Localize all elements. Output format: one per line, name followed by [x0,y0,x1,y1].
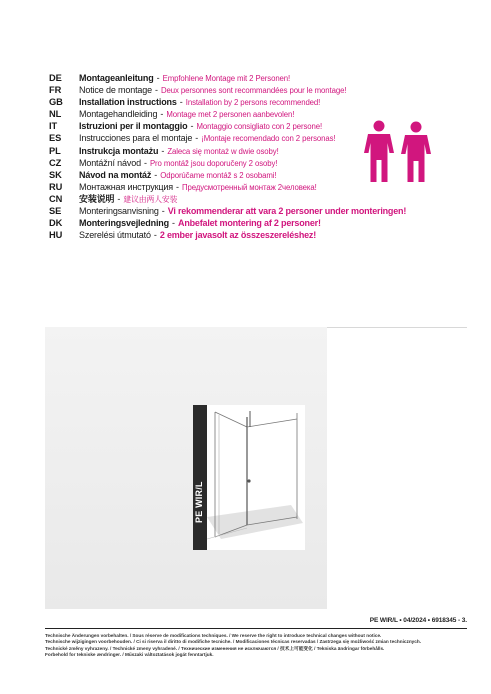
separator: - [154,169,158,180]
language-code: ES [49,133,62,144]
language-code: DK [49,218,63,229]
language-row-nl [49,108,379,120]
disclaimer-line: Technische Änderungen vorbehalten. / Sous réserve de modifications techniques. / We reserve the right to introduce technical changes without notice. [45,633,382,638]
disclaimer-line: Technické změny vyhrazeny. / Technické zmeny vyhradené. / Технические изменения не исключаются / 技术上可能变化 / Tekniska ändringar förbehålls. [45,645,385,651]
language-row-sk [49,169,379,181]
language-code: HU [49,230,63,241]
language-row-es [49,132,379,144]
document-reference: PE WIR/L • 04/2024 • 6918345 - 3. [369,617,467,624]
manual-title: Návod na montáž [79,169,152,180]
shower-enclosure-drawing [193,405,305,550]
language-row-ru [49,181,379,193]
language-row-de [49,72,379,84]
language-row-cz [49,157,379,169]
installation-note: Vi rekommenderar att vara 2 personer under monteringen! [167,206,407,217]
language-row-se [49,205,407,217]
manual-title: Monteringsanvisning [79,206,159,217]
language-code: CN [49,193,63,204]
language-code: RU [49,181,63,192]
manual-title: Montageanleitung [79,73,154,83]
manual-title: Szerelési útmutató [79,230,151,241]
installation-note: Montage met 2 personen aanbevolen! [166,110,295,120]
manual-title: Montážní návod [79,157,141,168]
separator: - [179,97,183,108]
separator: - [155,85,158,96]
manual-title: Montagehandleiding [79,109,158,120]
language-row-hu [49,229,379,241]
language-code: GB [49,97,63,108]
language-code: PL [49,145,61,156]
installation-note: Montaggio consigliato con 2 persone! [196,122,323,132]
separator: - [190,121,194,132]
language-code: DE [49,73,62,83]
separator: - [161,145,165,156]
separator: - [156,73,160,83]
language-code: SE [49,206,62,217]
two-persons-icon [361,120,436,182]
product-code-label: PE WIR/L [194,481,204,523]
installation-note: Pro montáž jsou doporučeny 2 osoby! [149,158,278,168]
language-row-it [49,120,379,132]
separator: - [195,133,199,144]
installation-note: Odporúčame montáž s 2 osobami! [160,170,277,180]
footer-divider [45,628,467,629]
separator: - [160,109,164,120]
manual-title: Monteringsvejledning [79,218,170,229]
installation-note: 2 ember javasolt az összeszereléshez! [159,230,317,241]
separator: - [117,193,121,204]
language-row-dk [49,217,379,229]
manual-title: 安装说明 [79,193,115,204]
separator: - [172,218,176,229]
manual-title: Монтажная инструкция [79,181,173,192]
language-row-gb [49,96,379,108]
language-row-pl [49,145,379,157]
language-list [49,72,407,241]
language-code: FR [49,85,62,96]
installation-note: Empfohlene Montage mit 2 Personen! [162,74,291,83]
language-row-cn [49,193,379,205]
language-code: CZ [49,157,62,168]
installation-note: Installation by 2 persons recommended! [185,98,321,108]
manual-title: Istruzioni per il montaggio [79,121,188,132]
installation-note: ¡Montaje recomendado con 2 personas! [201,134,336,144]
manual-title: Instrucciones para el montaje [79,133,193,144]
separator: - [176,181,179,192]
installation-note: Zaleca się montaż w dwie osoby! [167,146,279,156]
language-code: NL [49,109,62,120]
separator: - [161,206,165,217]
separator: - [153,230,157,241]
manual-title: Notice de montage [79,85,152,96]
installation-note: 建议由两人安装 [123,194,178,204]
installation-note: Deux personnes sont recommandées pour le montage! [161,86,347,96]
separator: - [143,157,147,168]
language-code: IT [49,121,58,132]
manual-title: Instrukcja montażu [79,145,159,156]
disclaimer-line: Forbehold for tekniske ændringer. / Műszaki változtatások jogát fenntartjuk. [45,651,214,657]
manual-title: Installation instructions [79,97,177,108]
language-row-fr [49,84,379,96]
installation-note: Anbefalet montering af 2 personer! [178,218,321,229]
divider [327,327,467,328]
footer-disclaimer [45,633,475,658]
disclaimer-line: Technische wijzigingen voorbehouden. / Ci si riserva il diritto di modifiche tecniche. / Modificaciones técnicas reservadas / Zastrzega się możliwość zmian technicznych. [45,639,422,645]
language-code: SK [49,169,62,180]
installation-note: Предусмотренный монтаж 2человека! [182,182,317,192]
